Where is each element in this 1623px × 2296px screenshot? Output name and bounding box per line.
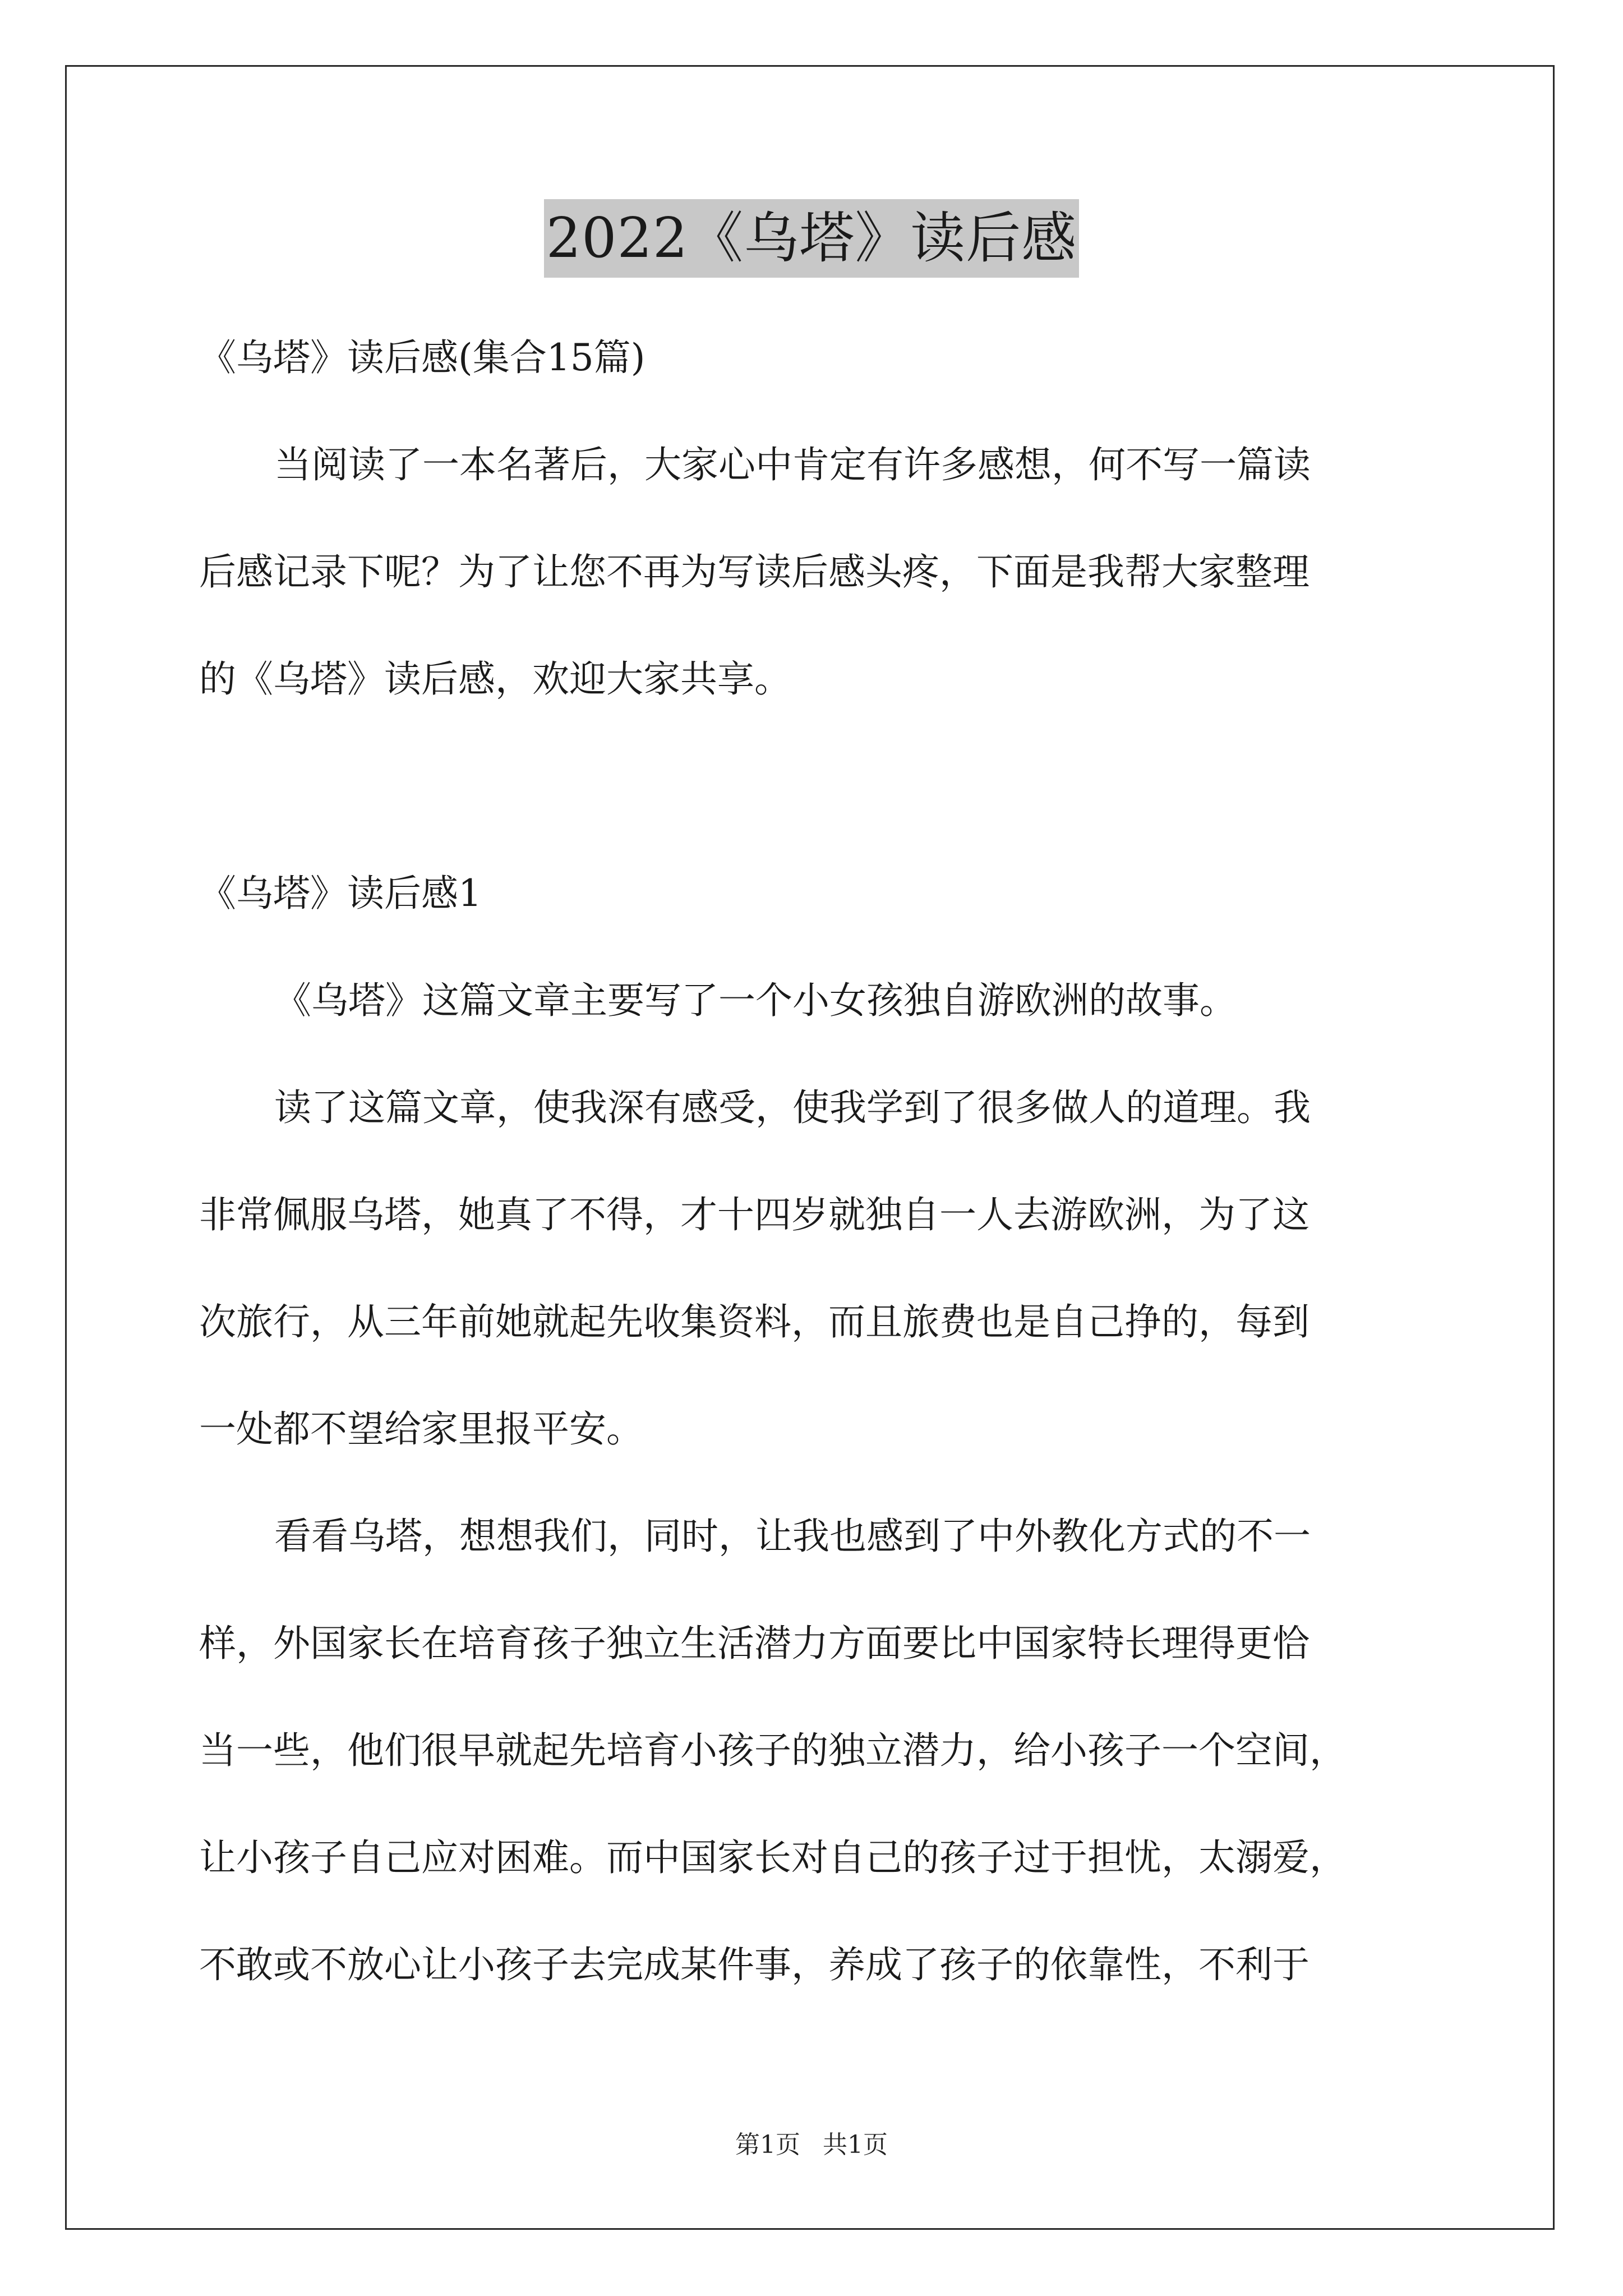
intro-line: 当阅读了一本名著后，大家心中肯定有许多感想，何不写一篇读	[274, 443, 1311, 486]
paragraph-line: 次旅行，从三年前她就起先收集资料，而且旅费也是自己挣的，每到	[199, 1300, 1310, 1343]
paragraph-line: 一处都不望给家里报平安。	[199, 1407, 643, 1451]
paragraph-gap	[199, 733, 1433, 840]
section-heading: 《乌塔》读后感1	[199, 872, 482, 915]
paragraph-line: 让小孩子自己应对困难。而中国家长对自己的孩子过于担忧，太溺爱，	[199, 1836, 1347, 1879]
page-total: 共1页	[823, 2131, 888, 2159]
page-number: 第1页	[735, 2131, 800, 2159]
paragraph-line: 样，外国家长在培育孩子独立生活潜力方面要比中国家特长理得更恰	[199, 1622, 1310, 1665]
paragraph-line: 不敢或不放心让小孩子去完成某件事，养成了孩子的依靠性，不利于	[199, 1943, 1310, 1986]
page-footer	[0, 2128, 1623, 2162]
paragraph-line: 当一些，他们很早就起先培育小孩子的独立潜力，给小孩子一个空间，	[199, 1729, 1347, 1772]
paragraph-line: 读了这篇文章，使我深有感受，使我学到了很多做人的道理。我	[274, 1086, 1311, 1129]
title-container	[0, 199, 1623, 278]
paragraph-line: 《乌塔》这篇文章主要写了一个小女孩独自游欧洲的故事。	[274, 979, 1237, 1022]
paragraph-line: 非常佩服乌塔，她真了不得，才十四岁就独自一人去游欧洲，为了这	[199, 1193, 1310, 1236]
document-body	[199, 304, 1433, 2018]
intro-line: 后感记录下呢？为了让您不再为写读后感头疼，下面是我帮大家整理	[199, 550, 1310, 593]
intro-line: 的《乌塔》读后感，欢迎大家共享。	[199, 657, 791, 701]
document-subtitle: 《乌塔》读后感(集合15篇)	[199, 336, 645, 379]
document-title: 2022《乌塔》读后感	[544, 199, 1079, 278]
paragraph-line: 看看乌塔，想想我们，同时，让我也感到了中外教化方式的不一	[274, 1515, 1311, 1558]
